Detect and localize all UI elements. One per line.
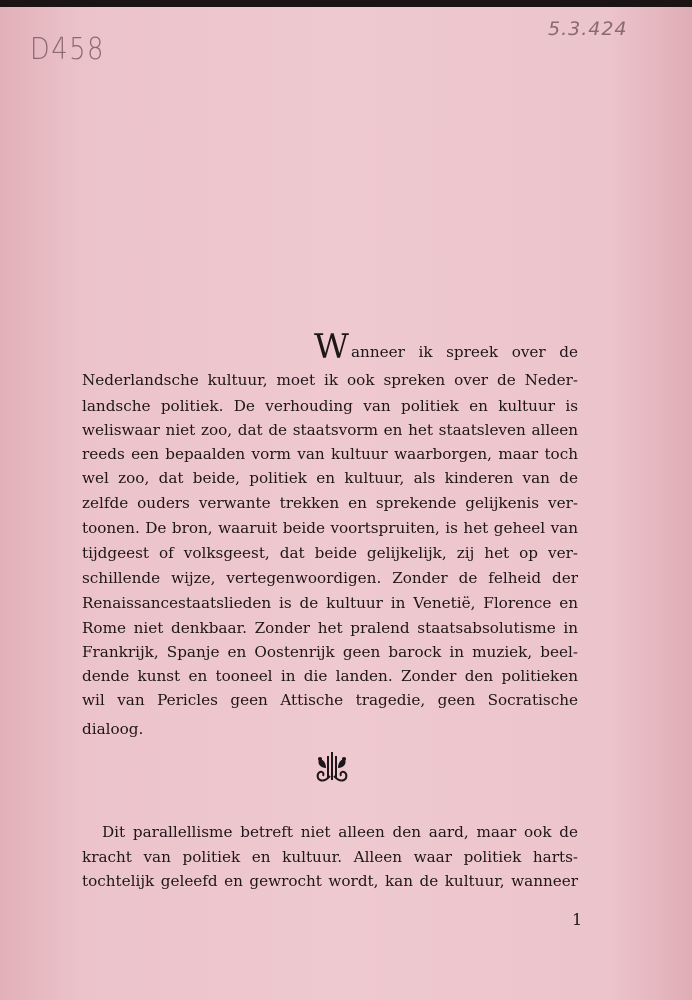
text-line: landsche politiek. De verhouding van politiek en kultuur is xyxy=(82,397,578,415)
text-line: tochtelijk geleefd en gewrocht wordt, kan de kultuur, wanneer xyxy=(82,872,578,890)
drop-cap: W xyxy=(314,327,349,367)
text-line: weliswaar niet zoo, dat de staatsvorm en het staatsleven alleen xyxy=(82,421,578,439)
text-line: schillende wijze, vertegenwoordigen. Zonder de felheid der xyxy=(82,569,578,587)
scan-border xyxy=(0,0,692,7)
text-line: anneer ik spreek over de xyxy=(351,343,578,361)
text-line: dende kunst en tooneel in die landen. Zonder den politieken xyxy=(82,667,578,685)
text-line: Nederlandsche kultuur, moet ik ook spreken over de Neder- xyxy=(82,371,578,389)
text-line: Dit parallellisme betreft niet alleen den aard, maar ook de xyxy=(102,823,578,841)
handwritten-annotation-left: D458 xyxy=(30,32,106,67)
ornament-icon xyxy=(313,750,351,784)
page-number: 1 xyxy=(572,910,583,929)
text-line: reeds een bepaalden vorm van kultuur waarborgen, maar toch xyxy=(82,445,578,463)
text-line: Renaissancestaatslieden is de kultuur in Venetië, Florence en xyxy=(82,594,578,612)
text-line: tijdgeest of volksgeest, dat beide gelijkelijk, zij het op ver- xyxy=(82,544,578,562)
text-line: zelfde ouders verwante trekken en sprekende gelijkenis ver- xyxy=(82,494,578,512)
text-line: Rome niet denkbaar. Zonder het pralend staatsabsolutisme in xyxy=(82,619,578,637)
text-line: kracht van politiek en kultuur. Alleen waar politiek harts- xyxy=(82,848,578,866)
text-line: Frankrijk, Spanje en Oostenrijk geen barock in muziek, beel- xyxy=(82,643,578,661)
text-line: wel zoo, dat beide, politiek en kultuur, als kinderen van de xyxy=(82,469,578,487)
text-line: dialoog. xyxy=(82,720,144,738)
handwritten-annotation-right: 5.3.424 xyxy=(548,18,628,40)
text-line: toonen. De bron, waaruit beide voortspruiten, is het geheel van xyxy=(82,519,578,537)
text-line: wil van Pericles geen Attische tragedie, geen Socratische xyxy=(82,691,578,709)
